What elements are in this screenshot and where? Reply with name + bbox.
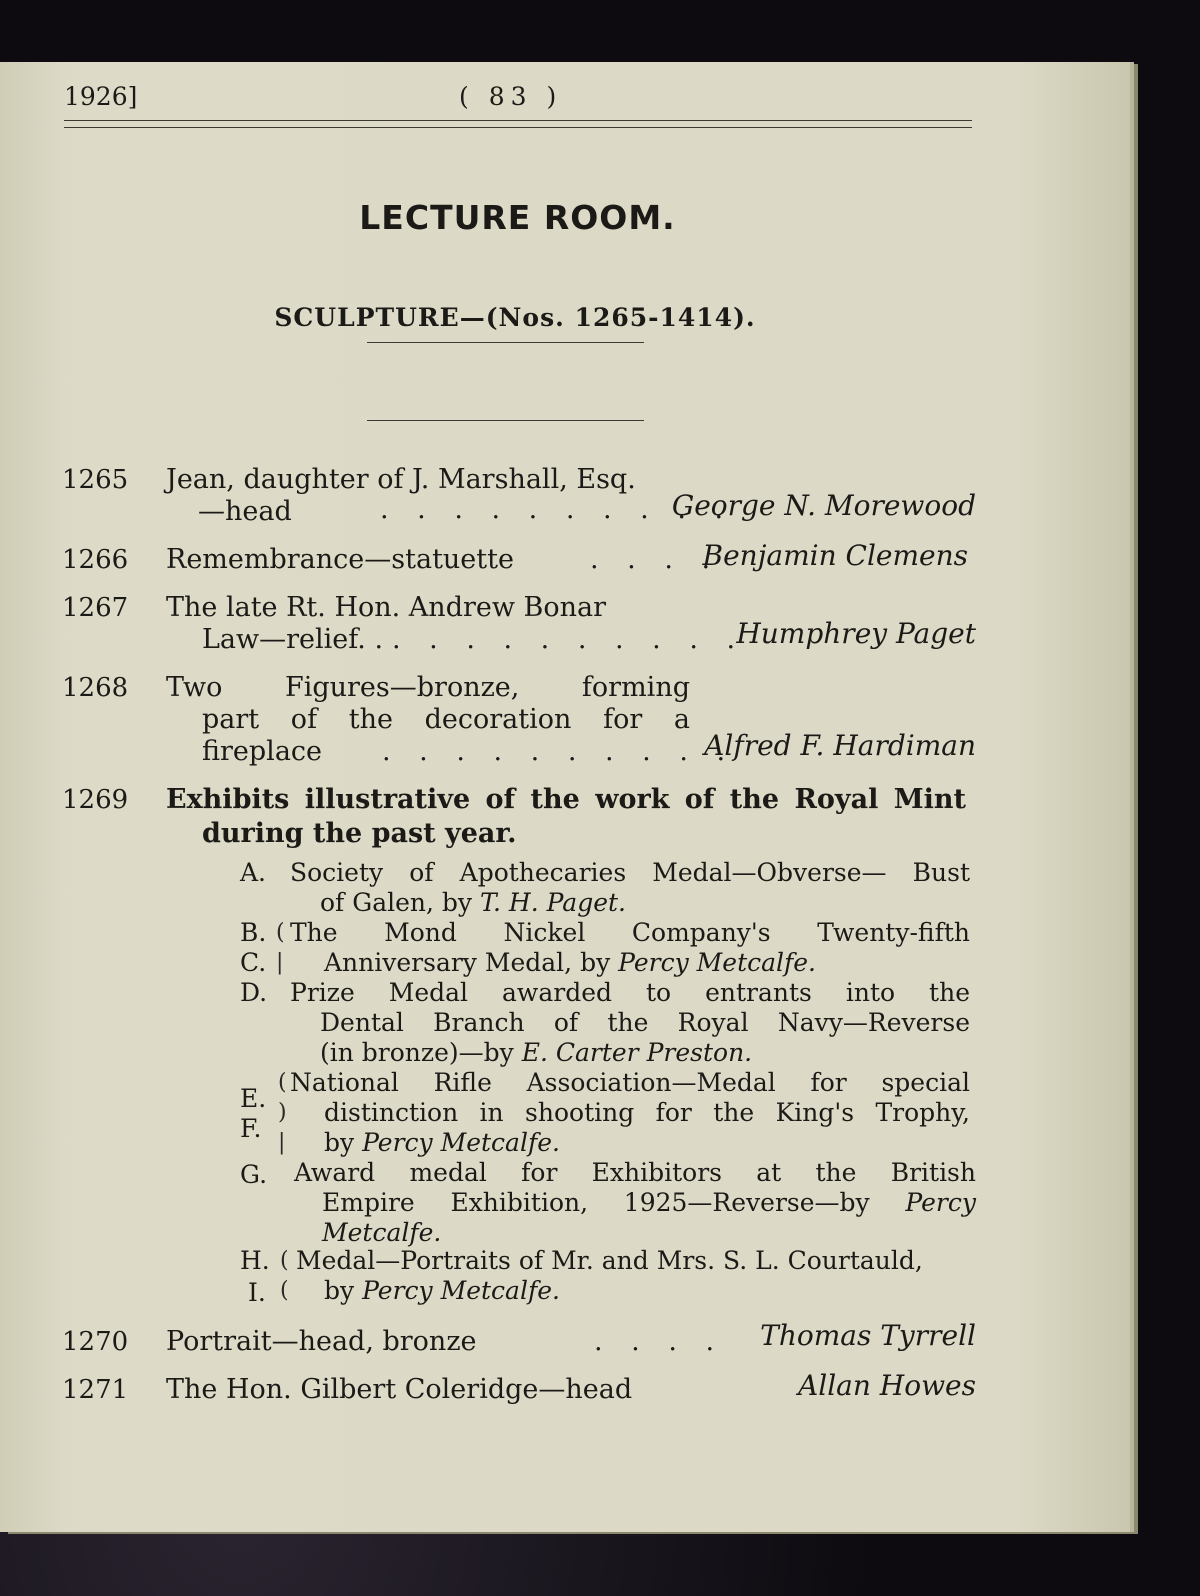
item-letter: D. [240,978,268,1007]
entry-title: Jean, daughter of J. Marshall, Esq. [166,464,636,495]
medallist: Percy Metcalfe. [618,948,817,977]
mint-item-g [240,1158,976,1250]
item-text: National Rifle Association—Medal for special [290,1068,970,1097]
brace: ) [278,1100,287,1125]
mint-item-a [240,858,976,920]
running-head [64,82,972,122]
item-letter: A. [240,858,267,887]
page-number: ( 83 ) [459,82,563,111]
leader-dots: . . . . [590,544,721,575]
entry-title: Remembrance—statuette [166,544,514,575]
medallist: E. Carter Preston. [521,1038,753,1067]
item-text: The Mond Nickel Company's Twenty-fifth [290,918,970,947]
artist-name: Humphrey Paget [736,617,976,650]
entry-number: 1268 [62,673,129,703]
item-text-cont: Dental Branch of the Royal Navy—Reverse [320,1008,970,1037]
brace: ( [276,920,285,945]
catalogue-entry-1268 [62,672,976,768]
leader-dots: . . . . . . . . . . [392,624,746,655]
catalogue-entry-1269 [62,784,976,854]
artist-name: Thomas Tyrrell [760,1319,976,1352]
medallist: Metcalfe. [322,1218,442,1247]
brace: | [276,950,284,975]
entry-title-cont: —head [198,496,292,527]
header-year: 1926] [64,82,138,111]
title-rule-top [367,342,644,343]
entry-title: The Hon. Gilbert Coleridge—head [166,1374,633,1405]
artist-name: Alfred F. Hardiman [704,729,976,762]
entry-title-cont: fireplace [202,736,323,767]
entry-title: Portrait—head, bronze [166,1326,477,1357]
item-text-cont: by Percy Metcalfe. [324,1276,560,1305]
item-text-cont: by Percy Metcalfe. [324,1128,560,1157]
entry-title-cont: during the past year. [202,818,517,849]
catalogue-entry-1270 [62,1319,976,1360]
entry-title: The late Rt. Hon. Andrew Bonar [166,592,607,623]
section-title: SCULPTURE—(Nos. 1265-1414). [274,303,756,332]
artist-name: Benjamin Clemens [702,539,968,572]
item-text: Prize Medal awarded to entrants into the [290,978,970,1007]
artist-name: Allan Howes [798,1369,976,1402]
item-text-cont: Empire Exhibition, 1925—Reverse—by Percy [322,1188,976,1217]
item-text: Medal—Portraits of Mr. and Mrs. S. L. Courtauld, [296,1246,923,1275]
entry-number: 1271 [62,1375,129,1405]
artist-name: George N. Morewood [671,489,976,522]
entry-number: 1265 [62,465,129,495]
mint-item-bc [240,918,976,980]
item-letter: C. [240,948,267,977]
mint-item-d [240,978,976,1070]
title-rule-bottom [367,420,644,421]
item-text: Society of Apothecaries Medal—Obverse— Bust [290,858,970,887]
item-text-cont [322,1218,441,1248]
brace: ( [278,1070,287,1095]
brace: | [278,1130,286,1155]
item-text-cont: (in bronze)—by E. Carter Preston. [320,1038,753,1067]
catalogue-entry-1271 [62,1369,976,1408]
header-rule [64,120,972,128]
brace: ( [280,1248,289,1273]
entry-title-cont: part of the decoration for a [202,704,690,735]
item-letter: E. [240,1084,267,1113]
entry-title-cont: Law—relief. . [202,624,384,655]
catalogue-entry-1267 [62,592,976,656]
item-text-cont: of Galen, by T. H. Paget. [320,888,626,917]
item-text-cont: Anniversary Medal, by Percy Metcalfe. [324,948,817,977]
catalogue-entry-1266 [62,539,976,578]
item-text: Award medal for Exhibitors at the British [294,1158,976,1187]
medallist: Percy Metcalfe. [362,1276,560,1305]
item-letter: F. [240,1114,262,1143]
item-letter: G. [240,1160,268,1189]
entry-number: 1270 [62,1327,129,1357]
entry-title: Two Figures—bronze, forming [166,672,690,703]
medallist: Percy Metcalfe. [362,1128,560,1157]
item-letter: H. [240,1246,270,1275]
catalogue-entry-1265 [62,464,976,528]
room-title: LECTURE ROOM. [359,198,676,237]
brace: ( [280,1278,289,1303]
leader-dots: . . . . . . . . . . [382,736,736,767]
mint-item-ef [240,1068,976,1160]
item-letter: B. [240,918,267,947]
leader-dots: . . . . . . . . . . [380,494,734,525]
medallist: Percy [905,1188,976,1217]
entry-number: 1266 [62,545,129,575]
mint-item-hi [240,1246,976,1308]
medallist: T. H. Paget. [480,888,626,917]
entry-number: 1269 [62,785,129,815]
item-text-cont: distinction in shooting for the King's Trophy, [324,1098,970,1127]
entry-title: Exhibits illustrative of the work of the Royal Mint [166,784,966,815]
entry-number: 1267 [62,593,129,623]
leader-dots: . . . . [594,1326,725,1357]
item-letter: I. [248,1278,266,1307]
